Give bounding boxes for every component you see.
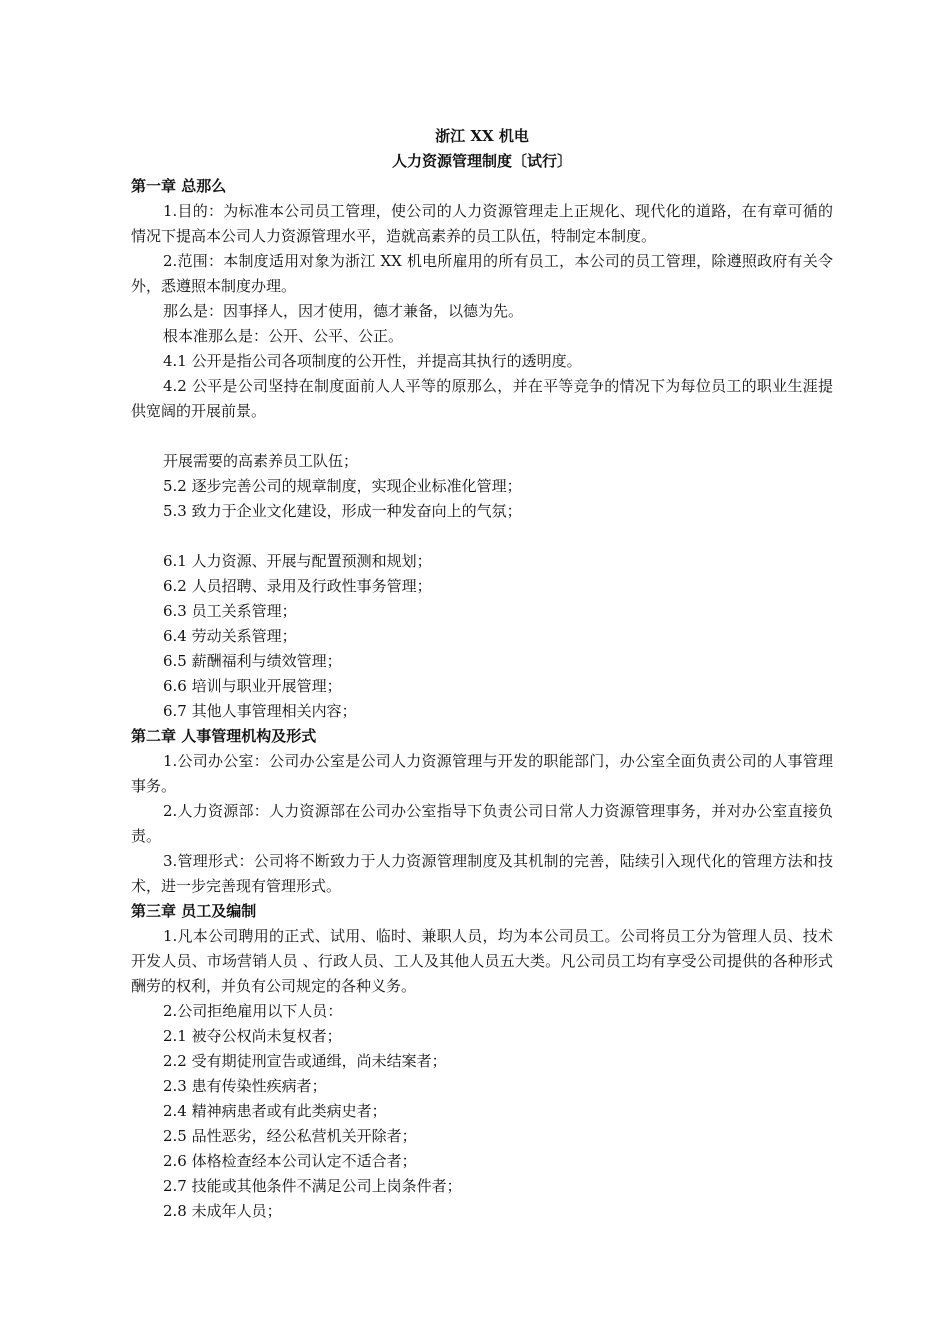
list-item: 2.7 技能或其他条件不满足公司上岗条件者；: [163, 1177, 462, 1195]
chapter-1-scope: 2.范围：本制度适用对象为浙江 XX 机电所雇用的所有员工，本公司的员工管理，除遵照政府有关令外，悉遵照本制度办理。: [131, 252, 833, 295]
chapter-1-goal-5-2: 5.2 逐步完善公司的规章制度，实现企业标准化管理；: [163, 477, 522, 495]
list-item: 2.2 受有期徒刑宣告或通缉，尚未结案者；: [163, 1052, 447, 1070]
chapter-1-goal-5-3: 5.3 致力于企业文化建设，形成一种发奋向上的气氛；: [163, 502, 522, 520]
chapter-2-hr-department: 2.人力资源部：人力资源部在公司办公室指导下负责公司日常人力资源管理事务，并对办公室直接负责。: [131, 802, 833, 845]
chapter-3-refuse-intro: 2.公司拒绝雇用以下人员：: [163, 1002, 343, 1020]
chapter-1-openness: 4.1 公开是指公司各项制度的公开性，并提高其执行的透明度。: [163, 352, 582, 370]
chapter-2-office: 1.公司办公室：公司办公室是公司人力资源管理与开发的职能部门，办公室全面负责公司的人事管理事务。: [131, 752, 833, 795]
chapter-2-heading: 第二章 人事管理机构及形式: [131, 727, 317, 745]
chapter-1-purpose: 1.目的：为标准本公司员工管理，使公司的人力资源管理走上正规化、现代化的道路，在有章可循的情况下提高本公司人力资源管理水平，造就高素养的员工队伍，特制定本制度。: [131, 202, 833, 245]
list-item: 6.3 员工关系管理；: [163, 602, 297, 620]
list-item: 2.8 未成年人员；: [163, 1202, 282, 1220]
chapter-3-employees: 1.凡本公司聘用的正式、试用、临时、兼职人员，均为本公司员工。公司将员工分为管理人员、技术开发人员、市场营销人员 、行政人员、工人及其他人员五大类。凡公司员工均有享受公司提供的各种形式酬劳的权利，并负有公司规定的各种义务。: [131, 927, 833, 995]
list-item: 2.4 精神病患者或有此类病史者；: [163, 1102, 387, 1120]
chapter-2-management-form: 3.管理形式：公司将不断致力于人力资源管理制度及其机制的完善，陆续引入现代化的管理方法和技术，进一步完善现有管理形式。: [131, 852, 833, 895]
chapter-1-heading: 第一章 总那么: [131, 177, 227, 195]
chapter-3-heading: 第三章 员工及编制: [131, 902, 257, 920]
list-item: 6.7 其他人事管理相关内容；: [163, 702, 357, 720]
chapter-1-fairness: 4.2 公平是公司坚持在制度面前人人平等的原那么，并在平等竞争的情况下为每位员工的职业生涯提供宽阔的开展前景。: [131, 377, 833, 420]
company-name: 浙江 XX 机电: [435, 127, 529, 145]
list-item: 2.1 被夺公权尚未复权者；: [163, 1027, 342, 1045]
list-item: 2.6 体格检查经本公司认定不适合者；: [163, 1152, 417, 1170]
list-item: 2.5 品性恶劣，经公私营机关开除者；: [163, 1127, 417, 1145]
list-item: 6.1 人力资源、开展与配置预测和规划；: [163, 552, 432, 570]
chapter-1-basic-principle: 根本准那么是：公开、公平、公正。: [163, 327, 404, 345]
list-item: 6.5 薪酬福利与绩效管理；: [163, 652, 342, 670]
list-item: 6.2 人员招聘、录用及行政性事务管理；: [163, 577, 432, 595]
blank-line: [131, 424, 833, 449]
list-item: 6.4 劳动关系管理；: [163, 627, 297, 645]
list-item: 2.3 患有传染性疾病者；: [163, 1077, 327, 1095]
document-page: [131, 124, 833, 1224]
list-item: 6.6 培训与职业开展管理；: [163, 677, 342, 695]
blank-line: [131, 524, 833, 549]
chapter-1-principle: 那么是：因事择人，因才使用，德才兼备，以德为先。: [163, 302, 524, 320]
chapter-1-goal-text: 开展需要的高素养员工队伍；: [163, 452, 359, 470]
document-title: 人力资源管理制度〔试行〕: [391, 152, 572, 170]
